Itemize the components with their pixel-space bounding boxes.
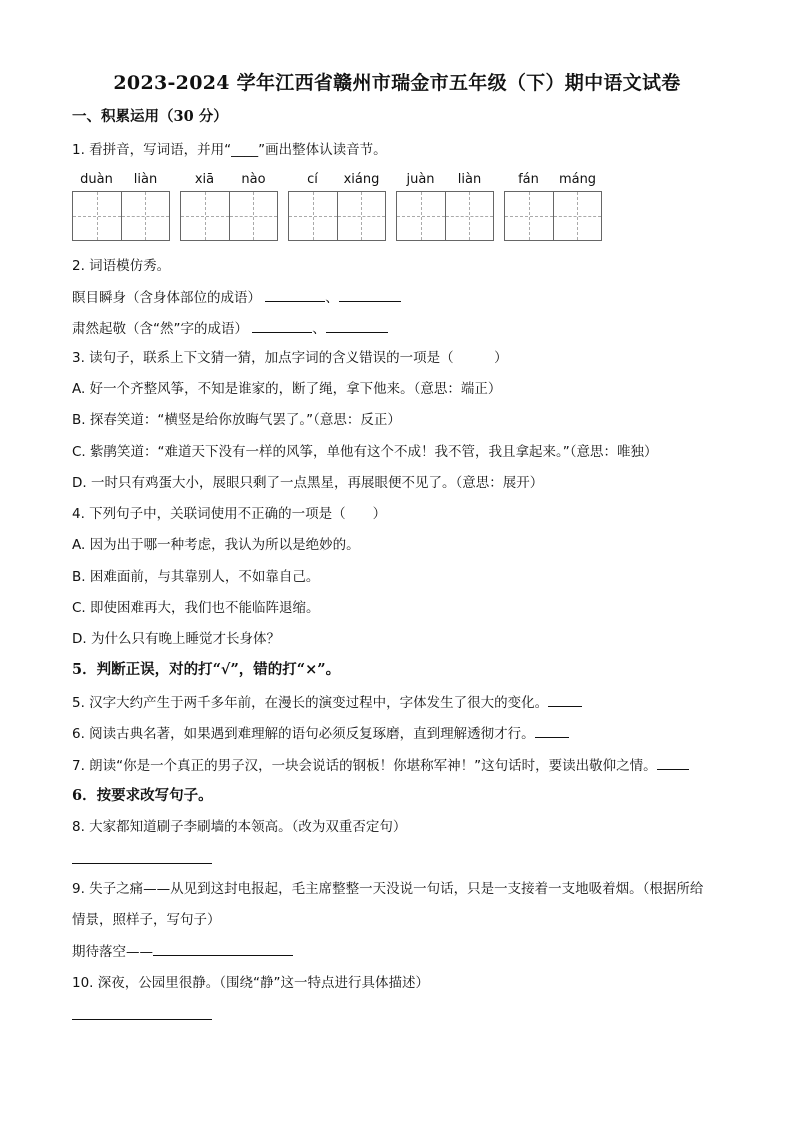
question-9-prompt xyxy=(72,941,293,962)
answer-blank[interactable] xyxy=(548,692,582,707)
tianzige-box[interactable] xyxy=(180,191,230,241)
question-2-item-1 xyxy=(72,287,401,308)
question-3: 3. 读句子，联系上下文猜一猜，加点字词的含义错误的一项是（ ） xyxy=(72,350,508,366)
pinyin-syllable: nào xyxy=(241,172,266,187)
question-6 xyxy=(72,723,569,744)
prompt-text: 期待落空—— xyxy=(72,944,153,960)
answer-line[interactable] xyxy=(72,1019,212,1020)
tianzige-box[interactable] xyxy=(338,191,387,241)
pinyin-group-5 xyxy=(504,172,602,242)
separator: 、 xyxy=(312,321,326,337)
pinyin-syllable: duàn xyxy=(80,172,113,187)
question-7 xyxy=(72,755,689,776)
pinyin-syllable: cí xyxy=(307,172,318,187)
question-9-line-2: 情景，照样子，写句子） xyxy=(72,912,221,928)
question-5-text: 5. 汉字大约产生于两千多年前，在漫长的演变过程中，字体发生了很大的变化。 xyxy=(72,695,549,711)
tianzige-box[interactable] xyxy=(122,191,171,241)
tianzige-box[interactable] xyxy=(446,191,495,241)
answer-blank[interactable] xyxy=(265,287,325,302)
tianzige-box[interactable] xyxy=(396,191,446,241)
question-8: 8. 大家都知道刷子李刷墙的本领高。（改为双重否定句） xyxy=(72,819,407,835)
section-heading-5: 5．判断正误，对的打“√”，错的打“×”。 xyxy=(72,661,341,678)
option-d: D. 一时只有鸡蛋大小，展眼只剩了一点黑星，再展眼便不见了。（意思：展开） xyxy=(72,475,544,491)
answer-line[interactable] xyxy=(72,863,212,864)
idiom-prompt: 肃然起敬（含“然”字的成语） xyxy=(72,321,248,337)
question-10: 10. 深夜，公园里很静。（围绕“静”这一特点进行具体描述） xyxy=(72,975,429,991)
question-9-line-1: 9. 失子之痛——从见到这封电报起，毛主席整整一天没说一句话，只是一支接着一支地吸着烟。（根据所给 xyxy=(72,881,704,897)
question-2-item-2 xyxy=(72,318,388,339)
pinyin-syllable: liàn xyxy=(457,172,482,187)
tianzige-box[interactable] xyxy=(554,191,603,241)
pinyin-syllable: juàn xyxy=(406,172,435,187)
option-c: C. 即使困难再大，我们也不能临阵退缩。 xyxy=(72,600,320,616)
tianzige-box[interactable] xyxy=(72,191,122,241)
question-1: 1. 看拼音，写词语，并用“____”画出整体认读音节。 xyxy=(72,142,387,158)
question-2: 2. 词语模仿秀。 xyxy=(72,258,171,274)
separator: 、 xyxy=(325,290,339,306)
pinyin-grid xyxy=(72,172,612,242)
idiom-prompt: 瞑目瞬身（含身体部位的成语） xyxy=(72,290,261,306)
tianzige-box[interactable] xyxy=(504,191,554,241)
answer-blank[interactable] xyxy=(657,755,689,770)
pinyin-group-1 xyxy=(72,172,170,242)
question-4: 4. 下列句子中，关联词使用不正确的一项是（ ） xyxy=(72,506,387,522)
option-c: C. 紫鹃笑道：“难道天下没有一样的风筝，单他有这个不成！我不管，我且拿起来。”（意思：唯独） xyxy=(72,444,658,460)
pinyin-group-4 xyxy=(396,172,494,242)
question-6-text: 6. 阅读古典名著，如果遇到难理解的语句必须反复琢磨，直到理解透彻才行。 xyxy=(72,726,535,742)
option-a: A. 因为出于哪一种考虑，我认为所以是绝妙的。 xyxy=(72,537,360,553)
pinyin-syllable: liàn xyxy=(133,172,158,187)
answer-blank[interactable] xyxy=(535,723,569,738)
option-b: B. 探春笑道：“横竖是给你放晦气罢了。”（意思：反正） xyxy=(72,412,401,428)
section-heading-1: 一、积累运用（30 分） xyxy=(72,108,228,125)
tianzige-box[interactable] xyxy=(288,191,338,241)
pinyin-group-2 xyxy=(180,172,278,242)
question-7-text: 7. 朗读“你是一个真正的男子汉，一块会说话的钢板！你堪称军神！”这句话时，要读出敬仰之情。 xyxy=(72,758,657,774)
option-b: B. 困难面前，与其靠别人，不如靠自己。 xyxy=(72,569,320,585)
pinyin-syllable: fán xyxy=(518,172,539,187)
answer-blank[interactable] xyxy=(326,318,388,333)
page-title: 2023-2024 学年江西省赣州市瑞金市五年级（下）期中语文试卷 xyxy=(113,72,681,94)
question-5 xyxy=(72,692,582,713)
tianzige-box[interactable] xyxy=(230,191,279,241)
answer-blank[interactable] xyxy=(252,318,312,333)
pinyin-syllable: xiáng xyxy=(343,172,380,187)
option-a: A. 好一个齐整风筝，不知是谁家的，断了绳，拿下他来。（意思：端正） xyxy=(72,381,502,397)
answer-blank[interactable] xyxy=(153,941,293,956)
option-d: D. 为什么只有晚上睡觉才长身体？ xyxy=(72,631,280,647)
answer-blank[interactable] xyxy=(339,287,401,302)
pinyin-syllable: máng xyxy=(558,172,597,187)
pinyin-syllable: xiā xyxy=(194,172,215,187)
pinyin-group-3 xyxy=(288,172,386,242)
section-heading-6: 6．按要求改写句子。 xyxy=(72,787,213,804)
